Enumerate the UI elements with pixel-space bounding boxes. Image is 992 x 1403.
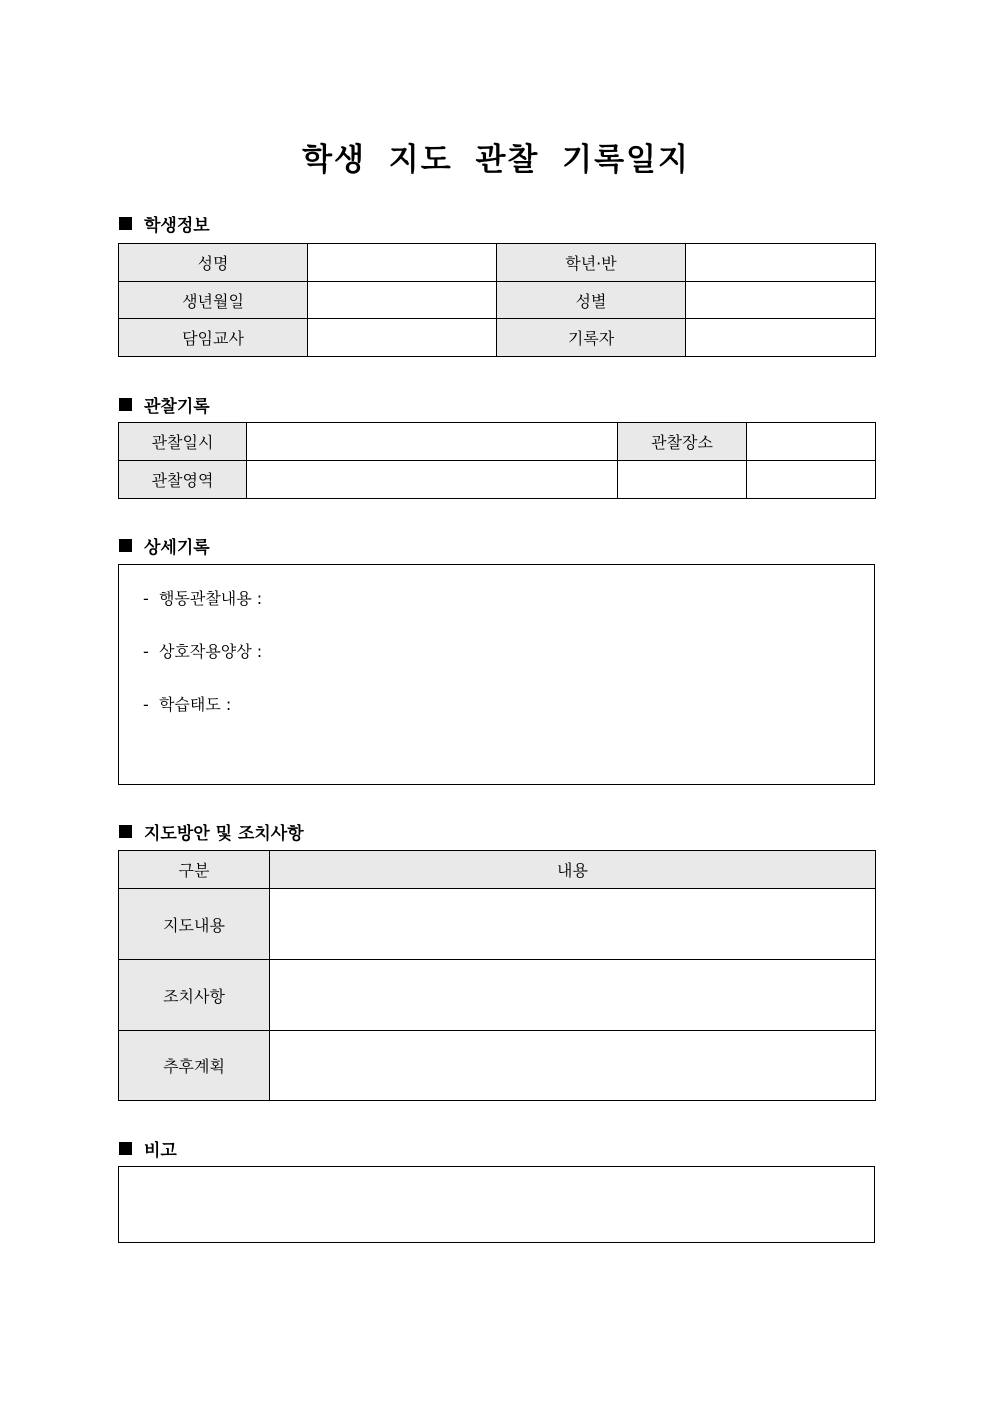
table-header-row [119,851,876,889]
learning-attitude-line: - 학습태도 : [143,695,232,714]
observation-table [118,422,876,499]
section-heading-student-info [119,211,210,236]
section-heading-label: 비고 [144,1141,177,1161]
remarks-field[interactable] [118,1166,875,1243]
section-heading-guidance [119,819,304,844]
table-row [119,889,876,960]
observation-place-field[interactable] [747,423,876,461]
label-birthdate: 생년월일 [119,282,308,319]
label-recorder: 기록자 [497,319,686,357]
birthdate-field[interactable] [308,282,497,319]
table-row [119,319,876,357]
square-bullet-icon [119,825,132,838]
label-name: 성명 [119,244,308,282]
square-bullet-icon [119,1142,132,1155]
table-row [119,1031,876,1101]
label-grade-class: 학년·반 [497,244,686,282]
gender-field[interactable] [686,282,876,319]
observation-area-field[interactable] [247,461,618,499]
section-heading-label: 지도방안 및 조치사항 [144,824,304,844]
detail-record-box[interactable] [118,564,875,785]
column-header-category: 구분 [119,851,270,889]
label-observation-area: 관찰영역 [119,461,247,499]
interaction-pattern-line: - 상호작용양상 : [143,642,263,661]
square-bullet-icon [119,217,132,230]
table-row [119,461,876,499]
label-observation-datetime: 관찰일시 [119,423,247,461]
label-observation-place: 관찰장소 [618,423,747,461]
follow-up-plan-field[interactable] [270,1031,876,1101]
section-heading-detail [119,533,210,558]
label-gender: 성별 [497,282,686,319]
section-heading-label: 상세기록 [144,538,210,558]
action-taken-field[interactable] [270,960,876,1031]
student-info-table [118,243,876,357]
square-bullet-icon [119,539,132,552]
section-heading-observation [119,392,210,417]
section-heading-label: 관찰기록 [144,397,210,417]
recorder-field[interactable] [686,319,876,357]
section-heading-label: 학생정보 [144,216,210,236]
table-row [119,244,876,282]
observation-extra-cell[interactable] [618,461,747,499]
label-guidance-content: 지도내용 [119,889,270,960]
homeroom-teacher-field[interactable] [308,319,497,357]
label-follow-up-plan: 추후계획 [119,1031,270,1101]
name-field[interactable] [308,244,497,282]
table-row [119,423,876,461]
document-title: 학생 지도 관찰 기록일지 [302,142,690,178]
label-action-taken: 조치사항 [119,960,270,1031]
grade-class-field[interactable] [686,244,876,282]
label-homeroom-teacher: 담임교사 [119,319,308,357]
behavior-observation-line: - 행동관찰내용 : [143,589,263,608]
guidance-content-field[interactable] [270,889,876,960]
column-header-content: 내용 [270,851,876,889]
guidance-table [118,850,876,1101]
observation-datetime-field[interactable] [247,423,618,461]
observation-extra-cell[interactable] [747,461,876,499]
table-row [119,282,876,319]
table-row [119,960,876,1031]
section-heading-remarks [119,1136,177,1161]
square-bullet-icon [119,398,132,411]
